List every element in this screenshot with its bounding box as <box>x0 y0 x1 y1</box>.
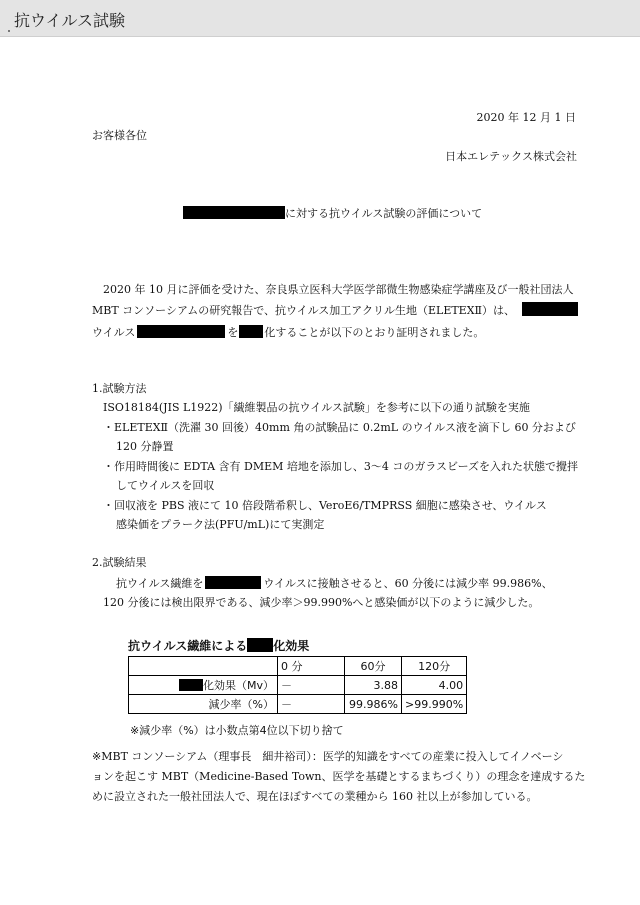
intro-line-3-part-a: ウイルス <box>92 326 136 339</box>
method-heading: 1.試験方法 <box>92 382 147 395</box>
window-title: 抗ウイルス試験 <box>14 11 126 30</box>
results-line-1-part-a: 抗ウイルス繊維を <box>116 577 204 590</box>
row-label-text: 化効果（Mv） <box>202 679 274 692</box>
table-cell: 3.88 <box>345 676 402 695</box>
method-bullet-1-cont: 120 分静置 <box>116 440 174 453</box>
redaction-box <box>183 206 285 219</box>
table-header-cell: 120分 <box>402 657 467 676</box>
redaction-box <box>247 638 273 652</box>
window-title-bar <box>0 0 640 37</box>
intro-line-2 <box>92 304 515 318</box>
subject-text: に対する抗ウイルス試験の評価について <box>285 207 483 220</box>
intro-line-3-part-b: を <box>227 326 239 339</box>
intro-line-3 <box>92 325 484 340</box>
results-heading: 2.試験結果 <box>92 556 147 569</box>
footnote-line-2: ョンを起こす MBT（Medicine-Based Town、医学を基礎とするまちづくり）の理念を達成するた <box>92 770 586 783</box>
intro-line-1: 2020 年 10 月に評価を受けた、奈良県立医科大学医学部微生物感染症学講座及び一般社団法人 <box>103 283 574 296</box>
table-header-row <box>129 657 467 676</box>
table-row <box>129 676 467 695</box>
method-bullet-1: ・ELETEXⅡ（洗濯 30 回後）40mm 角の試験品に 0.2mL のウイルス液を滴下し 60 分および <box>103 421 576 434</box>
results-line-1 <box>116 576 553 591</box>
table-cell: 99.986% <box>345 695 402 714</box>
letter-recipient: お客様各位 <box>92 129 147 142</box>
method-bullet-2: ・作用時間後に EDTA 含有 DMEM 培地を添加し、3～4 コのガラスビーズを入れた状態で攪拌 <box>103 460 579 473</box>
footnote-line-1: ※MBT コンソーシアム（理事長 細井裕司）：医学的知識をすべての産業に投入してイノベーシ <box>92 750 564 763</box>
redaction-box <box>239 325 263 338</box>
method-line: ISO18184(JIS L1922)「繊維製品の抗ウイルス試験」を参考に以下の通り試験を実施 <box>103 401 530 414</box>
table-title-suffix: 化効果 <box>273 639 310 653</box>
letter-subject <box>183 206 482 221</box>
method-bullet-3: ・回収液を PBS 液にて 10 倍段階希釈し、VeroE6/TMPRSS 細胞に感染させ、ウイルス <box>103 499 547 512</box>
intro-line-3-part-c: 化することが以下のとおり証明されました。 <box>264 326 485 339</box>
table-title-prefix: 抗ウイルス繊維による <box>128 639 248 653</box>
table-row-label: 減少率（%） <box>129 695 278 714</box>
method-bullet-2-cont: してウイルスを回収 <box>116 479 215 492</box>
results-line-2: 120 分後には検出限界である、減少率＞99.990%へと感染価が以下のように減少した。 <box>103 596 540 609</box>
table-header-cell: 60分 <box>345 657 402 676</box>
redaction-box <box>179 679 203 691</box>
table-cell: － <box>278 676 345 695</box>
table-title <box>128 637 309 654</box>
table-row-label <box>129 676 278 695</box>
results-table <box>128 656 467 714</box>
table-cell: >99.990% <box>402 695 467 714</box>
table-cell: 4.00 <box>402 676 467 695</box>
method-bullet-3-cont: 感染価をプラーク法(PFU/mL)にて実測定 <box>116 518 325 531</box>
table-note: ※減少率（%）は小数点第4位以下切り捨て <box>130 724 344 737</box>
footnote-line-3: めに設立された一般社団法人で、現在ほぼすべての業種から 160 社以上が参加している。 <box>92 790 538 803</box>
results-line-1-part-b: ウイルスに接触させると、60 分後には減少率 99.986%、 <box>263 577 553 590</box>
table-cell: － <box>278 695 345 714</box>
letter-date: 2020 年 12 月 1 日 <box>476 111 576 124</box>
table-header-cell <box>129 657 278 676</box>
table-row <box>129 695 467 714</box>
table-header-cell: 0 分 <box>278 657 345 676</box>
redaction-box <box>522 302 578 316</box>
decorative-dot <box>8 30 10 32</box>
redaction-box <box>137 325 225 338</box>
letter-sender: 日本エレテックス株式会社 <box>445 150 577 163</box>
intro-line-2-text: MBT コンソーシアムの研究報告で、抗ウイルス加工アクリル生地（ELETEXⅡ）は、 <box>92 304 516 317</box>
redaction-box <box>205 576 261 589</box>
